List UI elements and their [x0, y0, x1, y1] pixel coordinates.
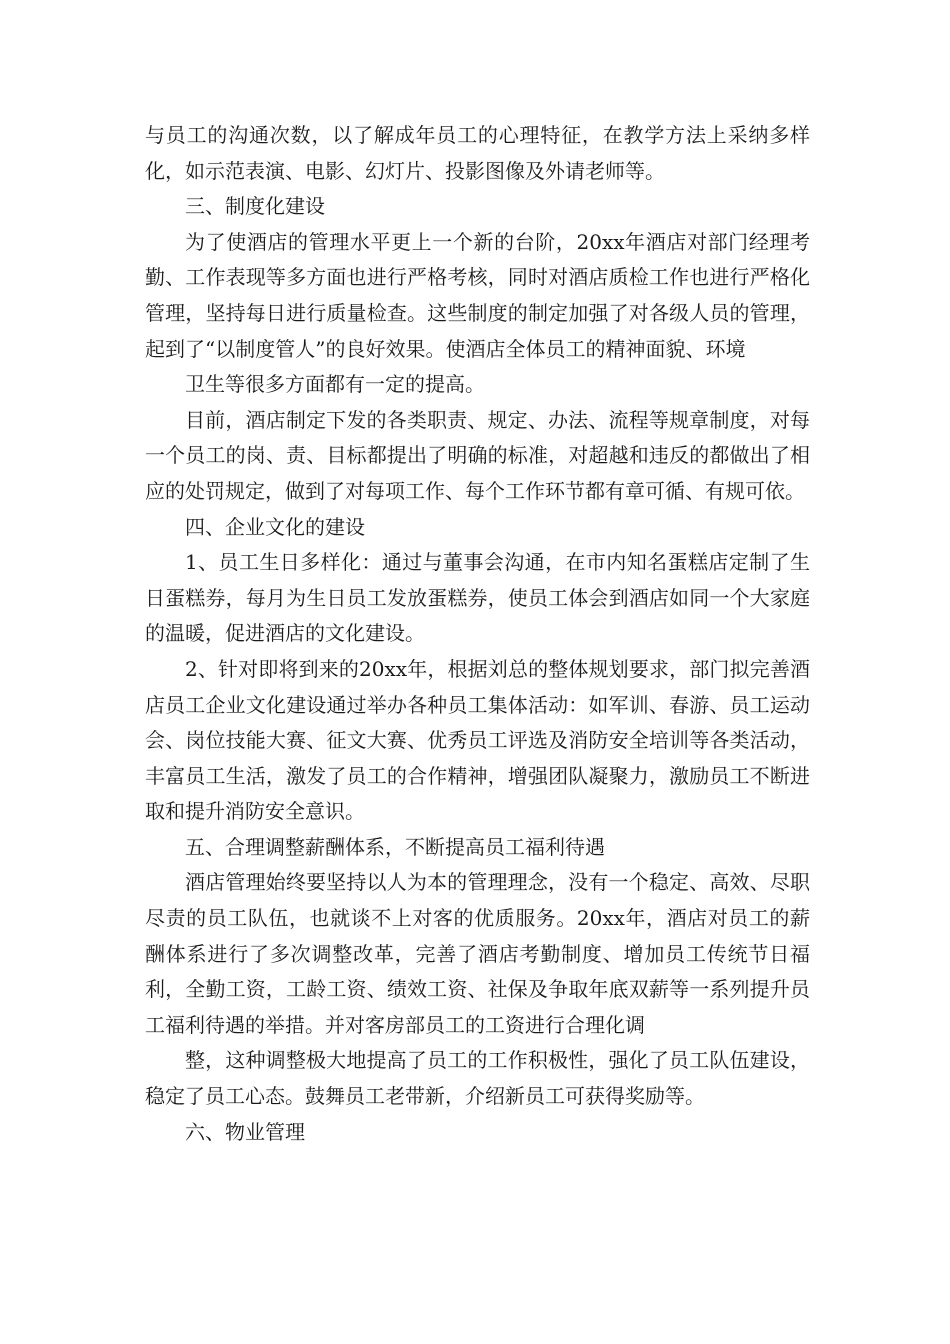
heading-section-3: 三、制度化建设 [185, 194, 325, 219]
paragraph-10: 酒店管理始终要坚持以人为本的管理理念，没有一个稳定、高效、尽职尽责的员工队伍，也就谈不上对客的优质服务。20xx年，酒店对员工的薪酬体系进行了多次调整改革，完善了酒店考勤制度、增加员工传统节日福利，全勤工资，工龄工资、绩效工资、社保及争取年底双薪等一系列提升员工福利待遇的举措。并对客房部员工的工资进行合理化调 [145, 870, 810, 1037]
heading-section-5: 五、合理调整薪酬体系，不断提高员工福利待遇 [185, 834, 605, 859]
paragraph-5: 目前，酒店制定下发的各类职责、规定、办法、流程等规章制度，对每一个员工的岗、责、目标都提出了明确的标准，对超越和违反的都做出了相应的处罚规定，做到了对每项工作、每个工作环节都有章可循、有规可依。 [145, 407, 810, 503]
document-body [145, 118, 810, 1150]
paragraph-7: 1、员工生日多样化：通过与董事会沟通，在市内知名蛋糕店定制了生日蛋糕券，每月为生日员工发放蛋糕券，使员工体会到酒店如同一个大家庭的温暖，促进酒店的文化建设。 [145, 550, 810, 646]
paragraph-8: 2、针对即将到来的20xx年，根据刘总的整体规划要求，部门拟完善酒店员工企业文化建设通过举办各种员工集体活动：如军训、春游、员工运动会、岗位技能大赛、征文大赛、优秀员工评选及消防安全培训等各类活动，丰富员工生活，激发了员工的合作精神，增强团队凝聚力，激励员工不断进取和提升消防安全意识。 [145, 656, 810, 824]
paragraph-1: 与员工的沟通次数，以了解成年员工的心理特征，在教学方法上采纳多样化，如示范表演、电影、幻灯片、投影图像及外请老师等。 [145, 123, 810, 183]
paragraph-3: 为了使酒店的管理水平更上一个新的台阶，20xx年酒店对部门经理考勤、工作表现等多方面也进行严格考核，同时对酒店质检工作也进行严格化管理，坚持每日进行质量检查。这些制度的制定加强了对各级人员的管理，起到了“以制度管人”的良好效果。使酒店全体员工的精神面貌、环境 [145, 229, 810, 361]
heading-section-6: 六、物业管理 [185, 1119, 305, 1144]
paragraph-11: 整，这种调整极大地提高了员工的工作积极性，强化了员工队伍建设，稳定了员工心态。鼓舞员工老带新，介绍新员工可获得奖励等。 [145, 1048, 810, 1109]
paragraph-4: 卫生等很多方面都有一定的提高。 [185, 372, 485, 397]
heading-section-4: 四、企业文化的建设 [185, 514, 365, 539]
